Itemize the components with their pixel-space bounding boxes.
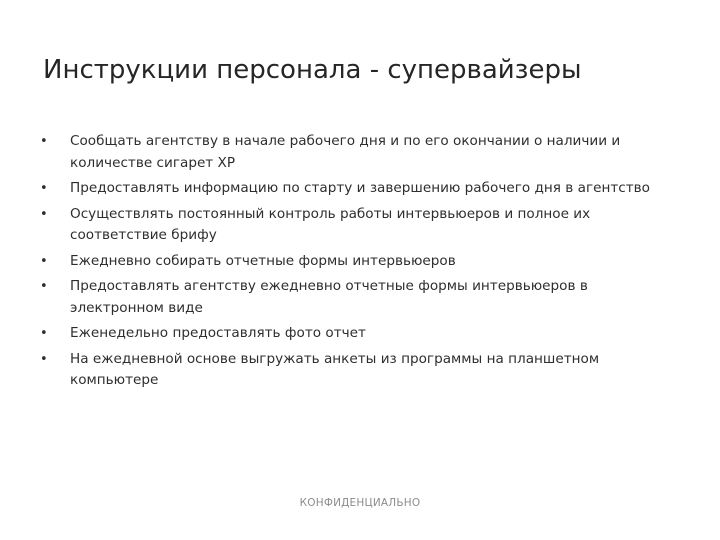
bullet-item xyxy=(40,251,680,273)
bullet-text: Предоставлять агентству ежедневно отчетные формы интервьюеров в электронном виде xyxy=(70,278,588,316)
bullet-text: Ежедневно собирать отчетные формы интервьюеров xyxy=(70,252,456,269)
bullet-text: Осуществлять постоянный контроль работы интервьюеров и полное их соответствие брифу xyxy=(70,205,591,243)
bullet-item xyxy=(40,323,680,345)
confidential-footer: КОНФИДЕНЦИАЛЬНО xyxy=(299,497,421,509)
bullet-icon: • xyxy=(40,206,48,222)
bullet-icon: • xyxy=(40,134,48,149)
bullet-text: На ежедневной основе выгружать анкеты из программы на планшетном компьютере xyxy=(70,350,600,388)
bullet-item xyxy=(40,204,680,247)
bullet-icon: • xyxy=(40,181,48,196)
bullet-text: Еженедельно предоставлять фото отчет xyxy=(70,325,366,341)
bullet-item xyxy=(40,131,680,174)
bullet-list xyxy=(40,131,680,396)
bullet-icon: • xyxy=(40,279,48,294)
bullet-icon: • xyxy=(40,253,48,269)
bullet-text: Предоставлять информацию по старту и завершению рабочего дня в агентство xyxy=(70,180,650,196)
bullet-icon: • xyxy=(40,326,48,341)
slide-title: Инструкции персонала - супервайзеры xyxy=(43,55,582,85)
bullet-icon: • xyxy=(40,351,48,367)
bullet-item xyxy=(40,349,680,392)
bullet-text: Сообщать агентству в начале рабочего дня и по его окончании о наличии и количестве сигарет XP xyxy=(70,133,621,171)
bullet-item xyxy=(40,178,680,200)
bullet-item xyxy=(40,276,680,319)
